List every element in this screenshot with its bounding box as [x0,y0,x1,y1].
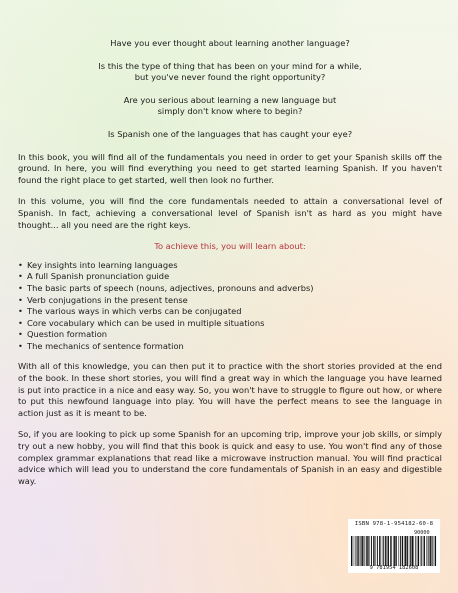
barcode-bar [383,536,384,566]
barcode-bar [367,536,368,566]
paragraph-short-stories: With all of this knowledge, you can then put it to practice with the short stories provided at the end of the book. In these short stories, you will find a great way in which the language you have learned is put into practice in a nice and easy way. So, you won't have to struggle to figure out how, or where to put this newfound language into play. You will have the perfect means to see the language in action just as it is meant to be. [18,361,442,418]
barcode-bar [394,536,395,566]
price-code: 90000 [414,530,430,536]
barcode-bar [426,536,427,566]
isbn-label: ISBN 978-1-954182-60-8 [354,521,434,527]
barcode-bar [407,536,408,566]
learn-list [18,260,442,353]
barcode-digits: 9 781954 182608 [369,565,419,571]
back-cover-text [18,38,442,497]
barcode-bar [361,536,362,566]
intro-question-4: Is Spanish one of the languages that has caught your eye? [107,128,353,139]
list-item: • Verb conjugations in the present tense [18,295,442,307]
barcode-bar [398,536,399,566]
paragraph-core-fundamentals: In this volume, you will find the core fundamentals needed to attain a conversational level of Spanish. In fact, achieving a conversational level of Spanish isn't as hard as you might have thought... all you need are the right keys. [18,196,442,230]
barcode-bar [412,536,413,566]
list-item: • Question formation [18,329,442,341]
barcode-bar [382,536,383,566]
barcode-bar [420,536,421,566]
intro-question-1: Have you ever thought about learning another language? [110,38,350,48]
barcode-bar [387,536,388,566]
list-item: • A full Spanish pronunciation guide [18,271,442,283]
barcode-bar [414,536,415,566]
barcode-bar [435,536,436,566]
paragraph-fundamentals: In this book, you will find all of the fundamentals you need in order to get your Spanish skills off the ground. In here, you will find everything you need to get started learning Spanish. If you haven't found the right place to get started, well then look no further. [18,151,442,185]
barcode-bar [393,536,394,566]
barcode-bar [379,536,380,566]
isbn-barcode [348,519,440,573]
paragraph-closing: So, if you are looking to pick up some Spanish for an upcoming trip, improve your job skills, or simply try out a new hobby, you will find that this book is quick and easy to use. You won't find any of those complex grammar explanations that read like a microwave instruction manual. You will find practical advice which will lead you to understand the core fundamentals of Spanish in an easy and digestible way. [18,429,442,486]
barcode-bar [371,536,372,566]
list-item: • The basic parts of speech (nouns, adjectives, pronouns and adverbs) [18,283,442,295]
barcode-bar [405,536,406,566]
list-item: • The mechanics of sentence formation [18,341,442,353]
barcode-bar [388,536,389,566]
barcode-bar [402,536,403,566]
list-item: • The various ways in which verbs can be conjugated [18,306,442,318]
barcode-bars [351,536,437,566]
barcode-bar [430,536,431,566]
barcode-bar [410,536,411,566]
barcode-bar [418,536,419,566]
barcode-bar [428,536,429,566]
barcode-bar [400,536,401,566]
barcode-bar [354,536,355,566]
barcode-bar [364,536,365,566]
barcode-bar [376,536,377,566]
barcode-bar [431,536,432,566]
barcode-bar [356,536,357,566]
barcode-bar [404,536,405,566]
list-item: • Core vocabulary which can be used in multiple situations [18,318,442,330]
barcode-bar [385,536,386,566]
barcode-bar [366,536,367,566]
barcode-bar [432,536,433,566]
barcode-bar [351,536,352,566]
learn-heading: To achieve this, you will learn about: [154,241,306,252]
barcode-bar [390,536,391,566]
intro-question-2: Is this the type of thing that has been on your mind for a while, but you've never found the right opportunity? [98,60,362,83]
barcode-bar [357,536,358,566]
barcode-bar [415,536,416,566]
barcode-bar [421,536,422,566]
barcode-bar [362,536,363,566]
list-item: • Key insights into learning languages [18,260,442,272]
barcode-bar [369,536,370,566]
intro-question-3: Are you serious about learning a new language but simply don't know where to begin? [123,94,337,117]
barcode-bar [395,536,396,566]
barcode-bar [409,536,410,566]
barcode-bar [373,536,374,566]
barcode-bar [377,536,378,566]
barcode-bar [424,536,425,566]
barcode-bar [360,536,361,566]
